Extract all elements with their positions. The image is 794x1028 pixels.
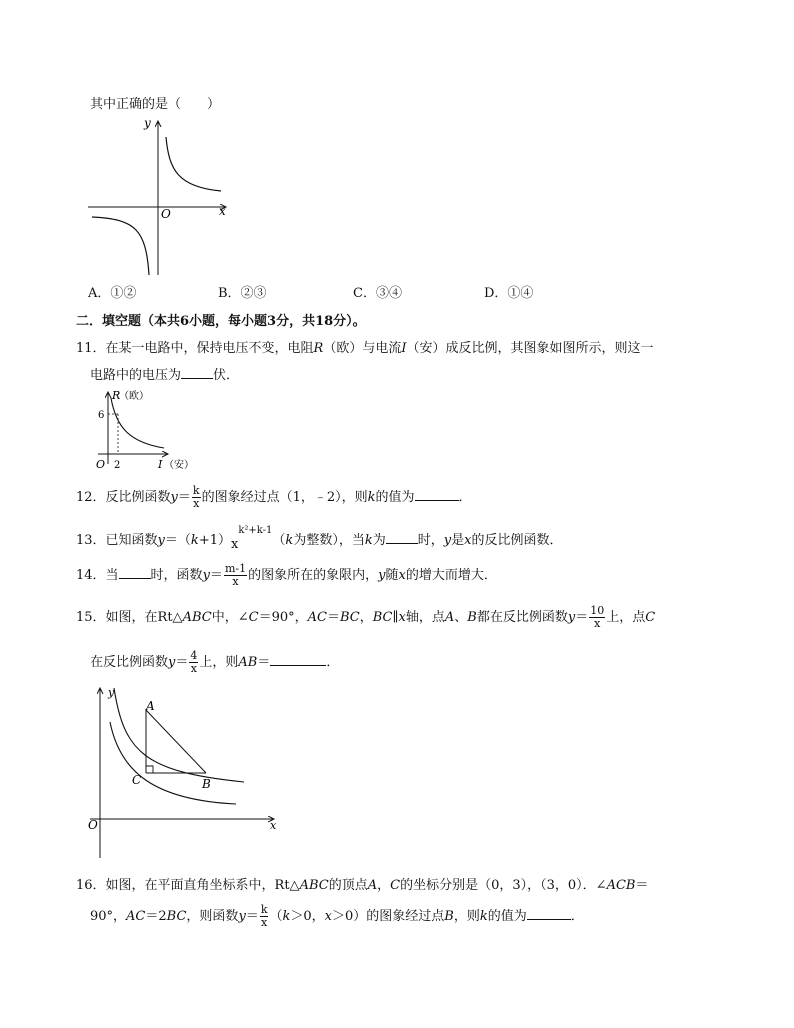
x-unit: （安） <box>164 460 194 471</box>
fraction-m-1-over-x: $\frac{m-1}{x}$ <box>224 562 247 588</box>
y-unit: （欧） <box>119 391 149 402</box>
right-angle-mark <box>146 766 153 773</box>
option-b[interactable]: B．②③ <box>218 286 267 301</box>
question-14: 14．当 时，函数y＝ $\frac{m-1}{x}$ 的图象所在的象限内，y随x的增大而增大． <box>76 562 497 588</box>
origin-label: O <box>96 458 106 471</box>
answer-blank[interactable] <box>415 488 459 501</box>
curve <box>111 398 164 448</box>
tick-6: 6 <box>98 410 105 421</box>
question-12: 12．反比例函数y＝ $\frac{k}{x}$ 的图象经过点（1，﹣2），则k的值为 ． <box>76 484 472 510</box>
section-heading: 二．填空题（本共6小题，每小题3分，共18分）。 <box>76 314 366 329</box>
origin-label: O <box>88 818 98 832</box>
x-label: x <box>219 204 226 218</box>
question-13: 13．已知函数$y=(k+1)x^{k^2+k-1}(k$为整数），当k为 时，y是x的反比例函数． <box>76 524 563 552</box>
answer-blank[interactable] <box>527 907 571 920</box>
segment-ab <box>146 710 206 773</box>
question-16-line1: 16．如图，在平面直角坐标系中，Rt△ABC的顶点A，C的坐标分别是（0，3），（3，0）．∠ACB＝ <box>76 878 649 893</box>
question-10-tail: 其中正确的是（ ） <box>90 97 221 112</box>
y-label: R <box>112 389 121 402</box>
fraction-k-over-x: $\frac{k}{x}$ <box>260 903 268 929</box>
fraction-10-over-x: $\frac{10}{x}$ <box>590 604 605 630</box>
answer-blank[interactable] <box>181 366 213 379</box>
hyperbola-graph-1 <box>86 115 236 280</box>
x-label: I <box>158 458 163 471</box>
question-15-line1: 15．如图，在Rt△ABC中，∠C＝90°，AC＝BC，BC∥x轴，点A、B都在反比例函数y＝ $\frac{10}{x}$ 上，点C <box>76 604 656 630</box>
triangle-hyperbola-graph <box>84 682 284 862</box>
question-11-line2: 电路中的电压为 伏． <box>90 368 240 383</box>
question-16-line2: 90°，AC＝2BC，则函数y＝ $\frac{k}{x}$ （k＞0，x＞0）的图象经过点B，则k的值为 ． <box>90 903 584 929</box>
point-a-label: A <box>146 699 155 713</box>
curve-y-4-over-x <box>110 722 236 804</box>
answer-blank[interactable] <box>270 653 326 666</box>
point-b-label: B <box>202 777 211 791</box>
origin-label: O <box>161 207 171 221</box>
fraction-k-over-x: $\frac{k}{x}$ <box>192 484 200 510</box>
resistance-current-graph <box>86 386 206 476</box>
answer-blank[interactable] <box>386 531 418 544</box>
point-c-label: C <box>132 773 142 787</box>
x-label: x <box>270 819 277 832</box>
y-label: y <box>144 116 151 130</box>
answer-blank[interactable] <box>119 566 151 579</box>
tick-2: 2 <box>114 460 121 471</box>
option-d[interactable]: D．①④ <box>484 286 534 301</box>
curve-q1 <box>166 137 221 191</box>
question-15-line2: 在反比例函数y＝ $\frac{4}{x}$ 上，则AB＝ ． <box>90 649 340 675</box>
curve-q3 <box>92 217 149 275</box>
y-label: y <box>108 686 115 699</box>
fraction-4-over-x: $\frac{4}{x}$ <box>190 649 198 675</box>
option-c[interactable]: C．③④ <box>353 286 402 301</box>
option-a[interactable]: A．①② <box>88 286 137 301</box>
curve-y-10-over-x <box>114 688 244 782</box>
question-11-line1: 11．在某一电路中，保持电压不变，电阻R（欧）与电流I（安）成反比例，其图象如图所示，则这一 <box>76 341 654 356</box>
